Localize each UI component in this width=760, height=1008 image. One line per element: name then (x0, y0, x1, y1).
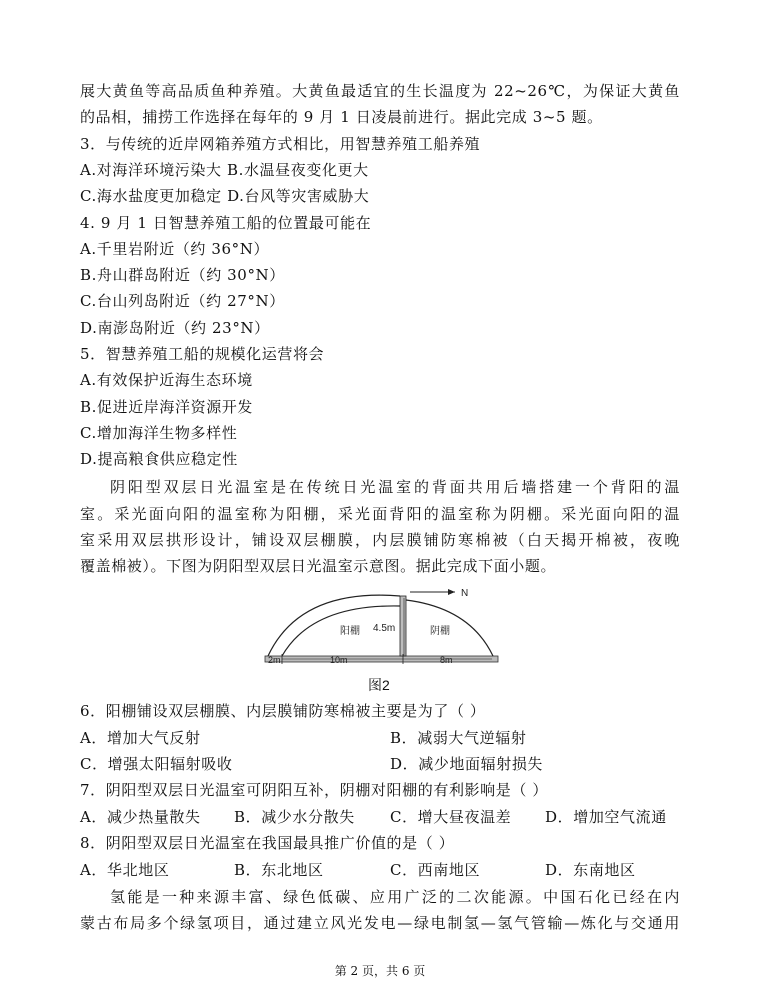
passage1-line1: 展大黄鱼等高品质鱼种养殖。大黄鱼最适宜的生长温度为 22~26℃，为保证大黄鱼 (80, 82, 680, 100)
yang-label: 阳棚 (340, 626, 360, 637)
q6-option-d: D．减少地面辐射损失 (390, 755, 544, 773)
q5-option-b: B.促进近岸海洋资源开发 (80, 398, 253, 416)
q8-option-d: D．东南地区 (545, 861, 636, 879)
q7-option-b: B．减少水分散失 (234, 808, 355, 826)
q8-option-a: A．华北地区 (80, 861, 170, 879)
q5-stem: 5．智慧养殖工船的规模化运营将会 (80, 345, 325, 363)
q3-options-cd: C.海水盐度更加稳定 D.台风等灾害威胁大 (80, 187, 370, 205)
q6-stem: 6．阳棚铺设双层棚膜、内层膜铺防寒棉被主要是为了（ ） (80, 702, 486, 720)
greenhouse-diagram (0, 578, 760, 698)
passage3-line1: 氢能是一种来源丰富、绿色低碳、应用广泛的二次能源。中国石化已经在内 (110, 888, 680, 906)
q8-stem: 8．阴阳型双层日光温室在我国最具推广价值的是（ ） (80, 834, 455, 852)
passage2-line3: 室采用双层拱形设计，铺设双层棚膜，内层膜铺防寒棉被（白天揭开棉被，夜晚 (80, 531, 680, 549)
q6-option-a: A．增加大气反射 (80, 729, 201, 747)
width-8m-label: 8m (440, 655, 453, 665)
back-wall (400, 596, 406, 656)
north-arrowhead (448, 589, 455, 595)
q4-option-c: C.台山列岛附近（约 27°N） (80, 292, 285, 310)
passage2-line1: 阴阳型双层日光温室是在传统日光温室的背面共用后墙搭建一个背阳的温 (110, 478, 680, 496)
q5-option-d: D.提高粮食供应稳定性 (80, 450, 238, 468)
q7-option-d: D．增加空气流通 (545, 808, 667, 826)
q7-option-a: A．减少热量散失 (80, 808, 201, 826)
q6-option-b: B．减弱大气逆辐射 (390, 729, 527, 747)
q4-option-d: D.南澎岛附近（约 23°N） (80, 319, 270, 337)
page-footer: 第 2 页，共 6 页 (334, 964, 426, 978)
q7-stem: 7．阴阳型双层日光温室可阴阳互补，阴棚对阳棚的有利影响是（ ） (80, 781, 548, 799)
passage1-line2: 的品相，捕捞工作选择在每年的 9 月 1 日凌晨前进行。据此完成 3~5 题。 (80, 108, 603, 126)
q4-stem: 4. 9 月 1 日智慧养殖工船的位置最可能在 (80, 214, 372, 232)
q8-option-c: C．西南地区 (390, 861, 481, 879)
figure-caption: 图2 (368, 677, 390, 693)
width-2m-label: 2m (268, 655, 281, 665)
q5-option-a: A.有效保护近海生态环境 (80, 371, 253, 389)
q6-option-c: C．增强太阳辐射吸收 (80, 755, 233, 773)
passage2-line4: 覆盖棉被）。下图为阴阳型双层日光温室示意图。据此完成下面小题。 (80, 557, 557, 575)
height-label: 4.5m (373, 623, 396, 634)
passage3-line2: 蒙古布局多个绿氢项目，通过建立风光发电—绿电制氢—氢气管输—炼化与交通用 (80, 914, 680, 932)
q5-option-c: C.增加海洋生物多样性 (80, 424, 238, 442)
q4-option-a: A.千里岩附近（约 36°N） (80, 240, 270, 258)
q3-options-ab: A.对海洋环境污染大 B.水温昼夜变化更大 (80, 161, 369, 179)
passage2-line2: 室。采光面向阳的温室称为阳棚，采光面背阳的温室称为阴棚。采光面向阳的温 (80, 505, 680, 523)
q4-option-b: B.舟山群岛附近（约 30°N） (80, 266, 285, 284)
q3-stem: 3．与传统的近岸网箱养殖方式相比，用智慧养殖工船养殖 (80, 135, 481, 153)
yin-label: 阴棚 (430, 626, 450, 637)
q8-option-b: B．东北地区 (234, 861, 324, 879)
north-label: N (461, 588, 469, 599)
q7-option-c: C．增大昼夜温差 (390, 808, 512, 826)
width-10m-label: 10m (330, 655, 348, 665)
